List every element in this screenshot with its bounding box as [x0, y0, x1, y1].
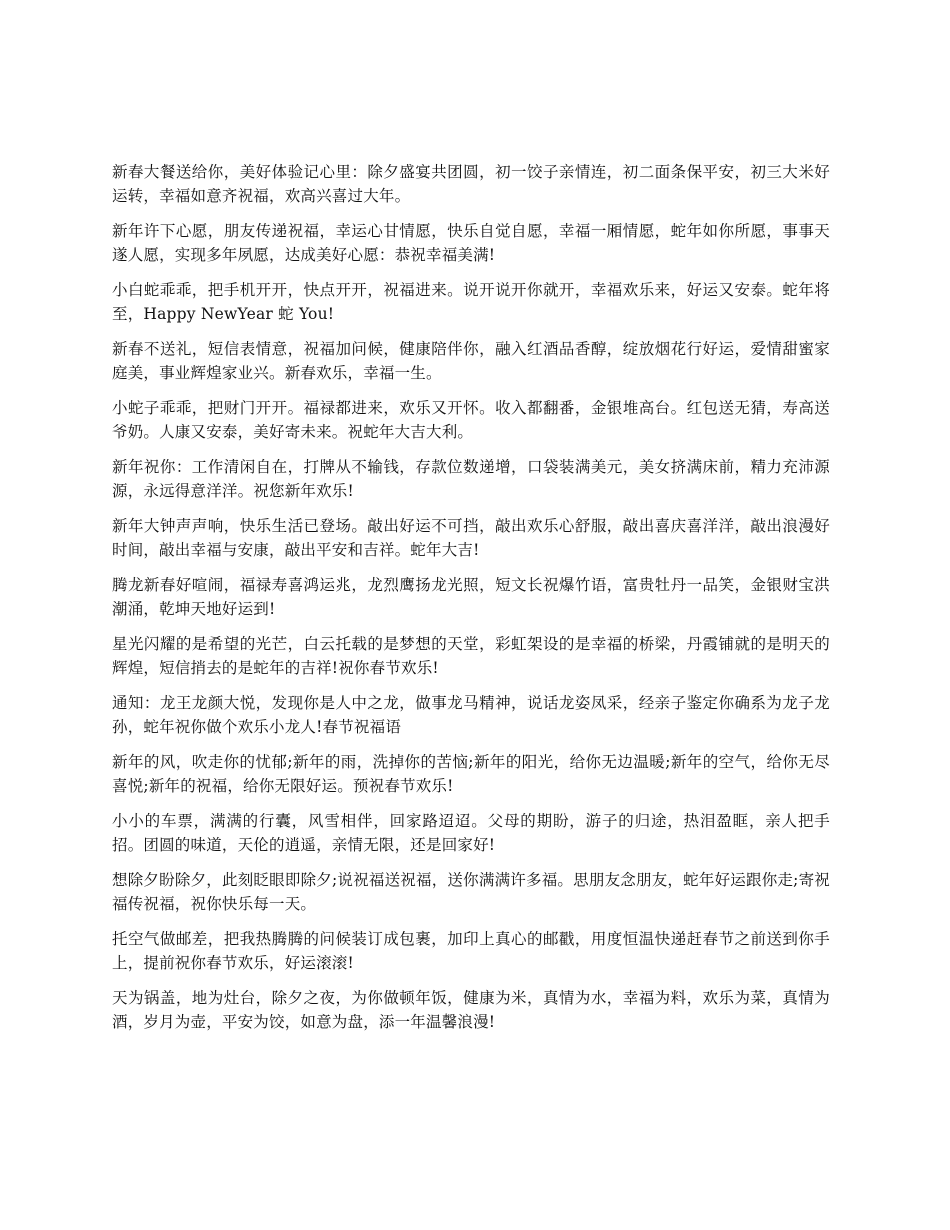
paragraph: 天为锅盖，地为灶台，除夕之夜，为你做顿年饭，健康为米，真情为水，幸福为料，欢乐为菜，真情为酒，岁月为壶，平安为饺，如意为盘，添一年温馨浪漫! [112, 989, 830, 1031]
paragraph: 小白蛇乖乖，把手机开开，快点开开，祝福进来。说开说开你就开，幸福欢乐来，好运又安泰。蛇年将至，Happy NewYear 蛇 You! [112, 281, 830, 323]
paragraph: 通知：龙王龙颜大悦，发现你是人中之龙，做事龙马精神，说话龙姿凤采，经亲子鉴定你确系为龙子龙孙，蛇年祝你做个欢乐小龙人!春节祝福语 [112, 694, 830, 736]
paragraph: 想除夕盼除夕，此刻眨眼即除夕;说祝福送祝福，送你满满许多福。思朋友念朋友，蛇年好运跟你走;寄祝福传祝福，祝你快乐每一天。 [112, 871, 830, 913]
paragraph: 新春大餐送给你，美好体验记心里：除夕盛宴共团圆，初一饺子亲情连，初二面条保平安，初三大米好运转，幸福如意齐祝福，欢高兴喜过大年。 [112, 163, 830, 205]
paragraph: 新年的风，吹走你的忧郁;新年的雨，洗掉你的苦恼;新年的阳光，给你无边温暖;新年的空气，给你无尽喜悦;新年的祝福，给你无限好运。预祝春节欢乐! [112, 753, 830, 795]
paragraph: 新春不送礼，短信表情意，祝福加问候，健康陪伴你，融入红酒品香醇，绽放烟花行好运，爱情甜蜜家庭美，事业辉煌家业兴。新春欢乐，幸福一生。 [112, 340, 830, 382]
paragraph: 星光闪耀的是希望的光芒，白云托载的是梦想的天堂，彩虹架设的是幸福的桥梁，丹霞铺就的是明天的辉煌，短信捎去的是蛇年的吉祥!祝你春节欢乐! [112, 635, 830, 677]
paragraph: 托空气做邮差，把我热腾腾的问候装订成包裹，加印上真心的邮戳，用度恒温快递赶春节之前送到你手上，提前祝你春节欢乐，好运滚滚! [112, 930, 830, 972]
paragraph: 腾龙新春好喧闹，福禄寿喜鸿运兆，龙烈鹰扬龙光照，短文长祝爆竹语，富贵牡丹一品笑，金银财宝洪潮涌，乾坤天地好运到! [112, 576, 830, 618]
paragraph: 小小的车票，满满的行囊，风雪相伴，回家路迢迢。父母的期盼，游子的归途，热泪盈眶，亲人把手招。团圆的味道，天伦的逍遥，亲情无限，还是回家好! [112, 812, 830, 854]
paragraph: 新年大钟声声响，快乐生活已登场。敲出好运不可挡，敲出欢乐心舒服，敲出喜庆喜洋洋，敲出浪漫好时间，敲出幸福与安康，敲出平安和吉祥。蛇年大吉! [112, 517, 830, 559]
paragraph: 小蛇子乖乖，把财门开开。福禄都进来，欢乐又开怀。收入都翻番，金银堆高台。红包送无猜，寿高送爷奶。人康又安泰，美好寄未来。祝蛇年大吉大利。 [112, 399, 830, 441]
paragraph: 新年许下心愿，朋友传递祝福，幸运心甘情愿，快乐自觉自愿，幸福一厢情愿，蛇年如你所愿，事事天遂人愿，实现多年夙愿，达成美好心愿：恭祝幸福美满! [112, 222, 830, 264]
paragraph: 新年祝你：工作清闲自在，打牌从不输钱，存款位数递增，口袋装满美元，美女挤满床前，精力充沛源源，永远得意洋洋。祝您新年欢乐! [112, 458, 830, 500]
document-body [112, 160, 830, 1045]
